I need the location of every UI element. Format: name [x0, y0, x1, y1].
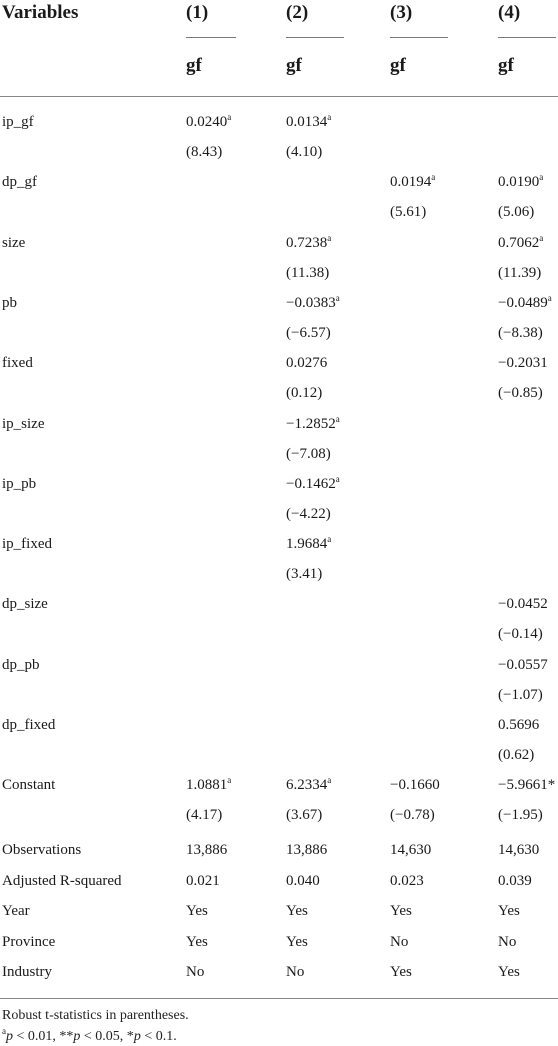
header-divider — [0, 96, 558, 97]
t-stat-cell: (4.10) — [286, 144, 323, 160]
column-header-2: (2) — [286, 2, 309, 23]
note-robust-t: Robust t-statistics in parentheses. — [2, 1008, 189, 1023]
coefficient-cell: −0.1660 — [390, 777, 440, 794]
row-label: Observations — [2, 842, 82, 858]
column-underline-2 — [286, 37, 344, 38]
row-label: Industry — [2, 964, 52, 980]
row-label: dp_fixed — [2, 717, 56, 733]
coefficient-cell: −0.2031 — [498, 355, 548, 372]
t-stat-cell: (5.61) — [390, 204, 427, 221]
coefficient-cell: 0.7062$^a$ — [498, 232, 544, 251]
dep-var-4: gf — [498, 55, 514, 76]
dep-var-3: gf — [390, 55, 406, 76]
column-underline-1 — [186, 37, 236, 38]
row-label: ip_fixed — [2, 536, 52, 553]
table-bottom-rule — [0, 998, 558, 999]
t-stat-cell: (−0.85) — [498, 385, 543, 402]
coefficient-cell: 0.0190$^a$ — [498, 172, 544, 191]
column-header-1: (1) — [186, 2, 209, 23]
row-label: Adjusted R-squared — [2, 872, 122, 889]
t-stat-cell: (5.06) — [498, 204, 535, 221]
stat-value-cell: No — [498, 933, 517, 950]
significance-marker: a — [227, 112, 232, 122]
significance-marker: a — [547, 292, 552, 303]
dep-var-1: gf — [186, 55, 202, 76]
t-stat-cell: (4.17) — [186, 807, 223, 824]
row-label: ip_pb — [2, 475, 37, 492]
significance-marker: a — [327, 534, 332, 545]
significance-marker: a — [327, 112, 332, 122]
t-stat-cell: (−0.14) — [498, 626, 543, 643]
coefficient-cell: 1.9684$^a$ — [286, 534, 332, 553]
t-stat-cell: (−6.57) — [286, 324, 331, 341]
significance-marker: a — [539, 232, 544, 243]
stat-value-cell: 14,630 — [498, 842, 540, 858]
stat-value-cell: 13,886 — [186, 842, 228, 858]
column-underline-3 — [390, 37, 448, 38]
stat-value-cell: 14,630 — [390, 842, 432, 858]
stat-value-cell: Yes — [390, 964, 412, 980]
t-stat-cell: (11.38) — [286, 264, 330, 281]
t-stat-cell: (−8.38) — [498, 324, 543, 341]
significance-marker: a — [335, 473, 340, 484]
dep-var-2: gf — [286, 55, 302, 76]
significance-marker: a — [327, 232, 332, 243]
t-stat-cell: (8.43) — [186, 144, 223, 160]
t-stat-cell: (0.12) — [286, 385, 323, 402]
significance-marker: a — [335, 292, 340, 303]
dependent-variable-row — [0, 54, 558, 84]
stat-value-cell: 13,886 — [286, 842, 328, 858]
stat-value-cell: Yes — [186, 903, 208, 919]
coefficient-cell: 1.0881$^a$ — [186, 775, 232, 794]
row-label: Constant — [2, 777, 56, 794]
t-stat-cell: (11.39) — [498, 264, 542, 281]
stat-value-cell: No — [390, 933, 409, 950]
stat-value-cell: Yes — [390, 903, 412, 919]
row-label: dp_gf — [2, 174, 37, 191]
column-header-4: (4) — [498, 2, 521, 23]
row-label: fixed — [2, 355, 33, 372]
t-stat-cell: (−7.08) — [286, 445, 331, 462]
coefficient-cell: 0.7238$^a$ — [286, 232, 332, 251]
stat-value-cell: Yes — [286, 933, 308, 950]
row-label: size — [2, 234, 26, 251]
coefficient-cell: −0.1462$^a$ — [286, 473, 340, 492]
coefficient-cell: 6.2334$^a$ — [286, 775, 332, 794]
t-stat-cell: (−1.95) — [498, 807, 543, 824]
stat-value-cell: Yes — [286, 903, 308, 919]
table-header-row — [0, 0, 558, 34]
significance-marker: a — [431, 172, 436, 183]
coefficient-cell: 0.0194$^a$ — [390, 172, 436, 191]
column-underline-4 — [498, 37, 556, 38]
coefficient-cell: −0.0489$^a$ — [498, 292, 552, 311]
t-stat-cell: (−4.22) — [286, 505, 331, 522]
row-label: dp_pb — [2, 656, 40, 673]
coefficient-cell: 0.5696 — [498, 717, 540, 733]
coefficient-cell: −1.2852$^a$ — [286, 413, 340, 432]
stat-value-cell: No — [186, 964, 205, 980]
coefficient-cell: −0.0557 — [498, 656, 548, 673]
stat-value-cell: 0.021 — [186, 872, 220, 889]
note-significance: $^a$p < 0.01, **p < 0.05, *p < 0.1. — [2, 1026, 177, 1044]
significance-marker: a — [327, 775, 332, 786]
stat-value-cell: 0.039 — [498, 872, 532, 889]
column-header-3: (3) — [390, 2, 413, 23]
stat-value-cell: 0.023 — [390, 872, 424, 889]
row-label: ip_size — [2, 415, 45, 432]
row-label: pb — [2, 294, 17, 311]
row-label: dp_size — [2, 596, 48, 613]
stat-value-cell: Yes — [498, 964, 520, 980]
coefficient-cell: −5.9661* — [498, 777, 556, 794]
stat-value-cell: Yes — [498, 903, 520, 919]
row-label: Year — [2, 903, 30, 919]
significance-marker: a — [335, 413, 340, 424]
coefficient-cell: −0.0452 — [498, 596, 548, 613]
stat-value-cell: Yes — [186, 933, 208, 950]
t-stat-cell: (0.62) — [498, 747, 535, 763]
t-stat-cell: (−0.78) — [390, 807, 435, 824]
t-stat-cell: (3.67) — [286, 807, 323, 824]
row-label: ip_gf — [2, 114, 34, 130]
t-stat-cell: (−1.07) — [498, 686, 543, 703]
row-label: Province — [2, 933, 56, 950]
variables-header: Variables — [2, 2, 79, 23]
coefficient-cell: −0.0383$^a$ — [286, 292, 340, 311]
coefficient-cell: 0.0240$^a$ — [186, 112, 232, 130]
significance-marker: a — [227, 775, 232, 786]
stat-value-cell: 0.040 — [286, 872, 320, 889]
coefficient-cell: 0.0276 — [286, 355, 328, 372]
coefficient-cell: 0.0134$^a$ — [286, 112, 332, 130]
t-stat-cell: (3.41) — [286, 566, 323, 583]
stat-value-cell: No — [286, 964, 305, 980]
significance-marker: a — [539, 172, 544, 183]
